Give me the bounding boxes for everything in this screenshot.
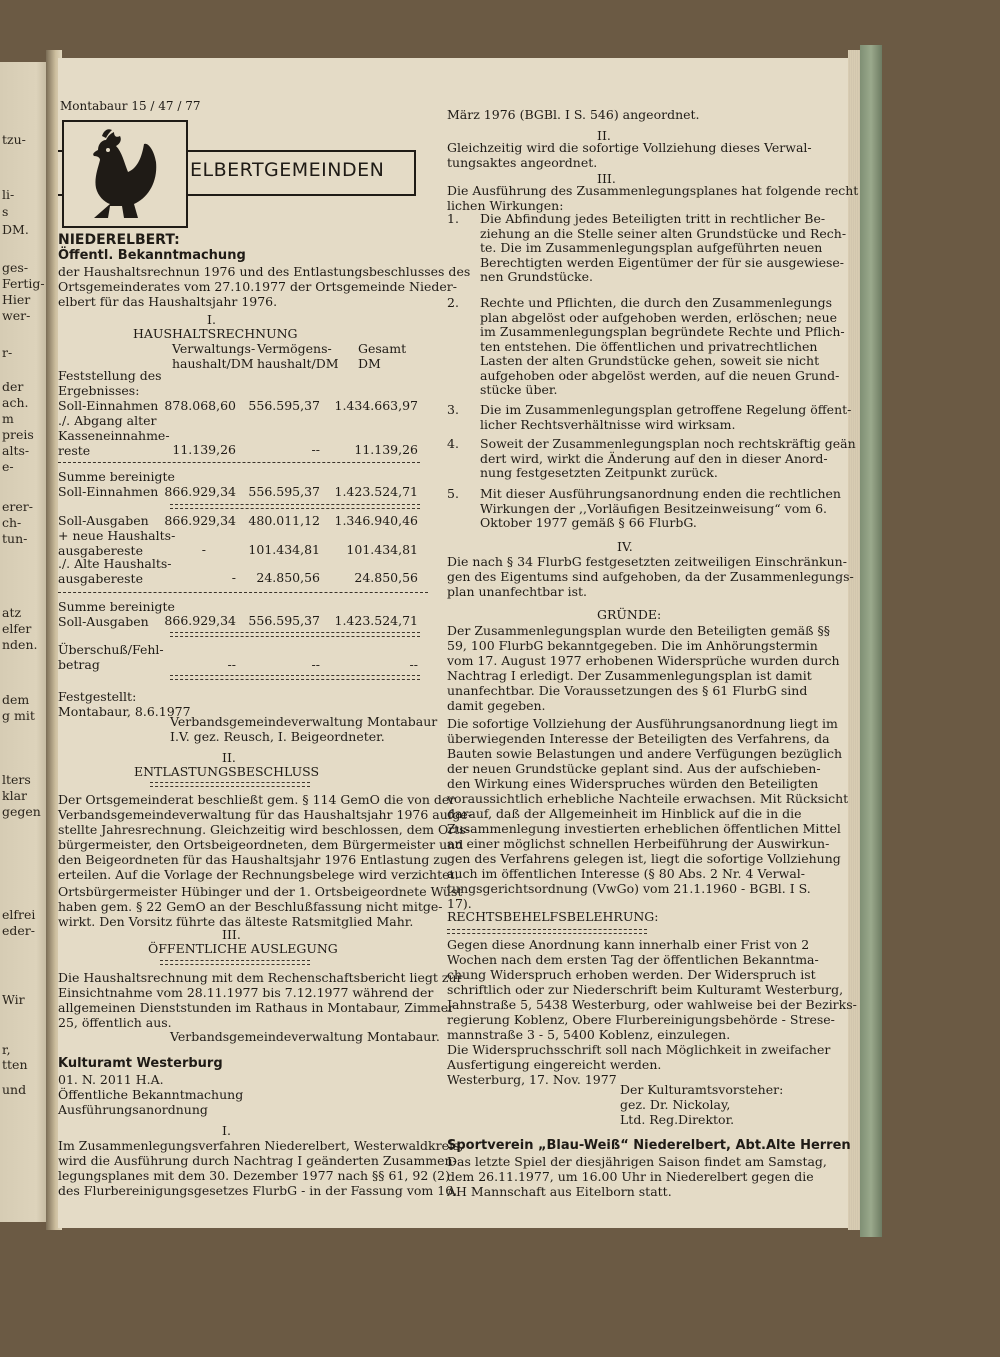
paragraph-line: an einer möglichst schnellen Herbeiführung der Auswirkun-: [447, 836, 830, 851]
list-item-line: nen Grundstücke.: [480, 269, 593, 284]
previous-page-fragment: ges-: [2, 260, 29, 275]
table-cell: 480.011,12: [248, 513, 320, 528]
table-row-label: + neue Haushalts-: [58, 528, 176, 543]
signature-line: Der Kulturamtsvorsteher:: [620, 1082, 784, 1097]
previous-page-fragment: klar: [2, 788, 27, 803]
paragraph-line: schriftlich oder zur Niederschrift beim Kulturamt Westerburg,: [447, 982, 844, 997]
paragraph-line: haben gem. § 22 GemO an der Beschlußfassung nicht mitge-: [58, 899, 443, 914]
table-row-label: reste: [58, 443, 91, 458]
list-item-line: Oktober 1977 gemäß § 66 FlurbG.: [480, 515, 697, 530]
paragraph-line: wird die Ausführung durch Nachtrag I geänderten Zusammen-: [58, 1153, 457, 1168]
table-cell: 1.434.663,97: [334, 398, 418, 413]
list-item-line: Mit dieser Ausführungsanordnung enden die rechtlichen: [480, 486, 841, 501]
table-cell: --: [227, 657, 236, 672]
table-row-label: Soll-Ausgaben: [58, 614, 149, 629]
previous-page-fragment: g mit: [2, 708, 35, 723]
paragraph-line: tungsaktes angeordnet.: [447, 155, 598, 170]
signature-line: Verbandsgemeindeverwaltung Montabaur: [170, 714, 438, 729]
table-row-label: Summe bereinigte: [58, 469, 175, 484]
list-item-line: te. Die im Zusammenlegungsplan aufgeführten neuen: [480, 240, 823, 255]
paragraph-line: Westerburg, 17. Nov. 1977: [447, 1072, 617, 1087]
table-cell: 1.346.940,46: [334, 513, 418, 528]
column-header: Vermögens-: [257, 341, 332, 356]
book-cover-edge: [860, 45, 882, 1237]
paragraph-line: darauf, daß der Allgemeinheit im Hinblick auf die in die: [447, 806, 802, 821]
previous-page-fragment: nden.: [2, 637, 38, 652]
list-item-line: Rechte und Pflichten, die durch den Zusammenlegungs: [480, 295, 833, 310]
kulturamt-line: 01. N. 2011 H.A.: [58, 1072, 164, 1087]
section-heading: GRÜNDE:: [597, 607, 662, 622]
notice-title: Öffentl. Bekanntmachung: [58, 248, 246, 263]
table-cell: 556.595,37: [248, 613, 320, 628]
paragraph-line: Der Ortsgemeinderat beschließt gem. § 114 GemO die von der: [58, 792, 456, 807]
previous-page-fragment: Hier: [2, 292, 31, 307]
table-cell: --: [311, 657, 320, 672]
list-item-line: plan abgelöst oder aufgehoben werden, erlöschen; neue: [480, 309, 838, 325]
table-cell: -: [201, 542, 206, 557]
previous-page-fragment: Fertig-: [2, 276, 45, 291]
previous-page-fragment: der: [2, 379, 24, 394]
list-number: 1.: [447, 211, 459, 226]
paragraph-line: Die nach § 34 FlurbG festgesetzten zeitweiligen Einschränkun-: [447, 554, 847, 569]
intro-line: Ortsgemeinderates vom 27.10.1977 der Ortsgemeinde Nieder-: [58, 279, 457, 294]
double-rule: [160, 960, 310, 965]
table-title: HAUSHALTSRECHNUNG: [133, 326, 298, 341]
paragraph-line: der neuen Grundstücke geplant sind. Aus der aufschieben-: [447, 761, 821, 776]
list-number: 4.: [447, 436, 459, 451]
paragraph-line: tungsgerichtsordnung (VwGo) vom 21.1.1960 - BGBl. I S.: [447, 881, 811, 896]
previous-page-fragment: elfrei: [2, 907, 36, 922]
list-item-line: Berechtigten werden Eigentümer der für sie ausgewiese-: [480, 254, 845, 270]
previous-page-fragment: dem: [2, 692, 30, 707]
paragraph-line: 17).: [447, 896, 472, 911]
kulturamt-line: Ausführungsanordnung: [58, 1102, 208, 1117]
paragraph-line: Einsichtnahme vom 28.11.1977 bis 7.12.1977 während der: [58, 985, 434, 1000]
previous-page-fragment: und: [2, 1082, 27, 1097]
paragraph-line: Gegen diese Anordnung kann innerhalb einer Frist von 2: [447, 937, 810, 952]
section-title: NIEDERELBERT:: [58, 232, 180, 248]
section-heading: ENTLASTUNGSBESCHLUSS: [134, 764, 320, 779]
table-cell: 866.929,34: [164, 613, 236, 628]
list-item-line: dert wird, wirkt die Änderung auf den in dieser Anord-: [480, 450, 828, 466]
previous-page-fragment: e-: [2, 459, 14, 474]
previous-page-fragment: alts-: [2, 443, 30, 458]
double-rule: [170, 675, 420, 680]
paragraph-line: Im Zusammenlegungsverfahren Niederelbert, Westerwaldkreis,: [58, 1138, 464, 1153]
table-cell: 1.423.524,71: [334, 484, 418, 499]
column-header: Gesamt: [358, 341, 407, 356]
paragraph-line: Jahnstraße 5, 5438 Westerburg, oder wahlweise bei der Bezirks-: [447, 997, 857, 1012]
table-cell: 878.068,60: [164, 398, 236, 413]
established-line: Festgestellt:: [58, 689, 137, 704]
signature-line: Verbandsgemeindeverwaltung Montabaur.: [170, 1029, 440, 1044]
table-row-label: Soll-Ausgaben: [58, 513, 149, 528]
paragraph-line: damit gegeben.: [447, 698, 546, 713]
column-header: Verwaltungs-: [172, 341, 256, 356]
paragraph-line: 59, 100 FlurbG bekanntgegeben. Die im Anhörungstermin: [447, 638, 818, 653]
roman-numeral: I.: [207, 312, 216, 327]
established-line: Montabaur, 8.6.1977: [58, 704, 191, 719]
previous-page-fragment: Wir: [2, 992, 25, 1007]
list-item-line: Die im Zusammenlegungsplan getroffene Regelung öffent-: [480, 402, 852, 417]
paragraph-line: mannstraße 3 - 5, 5400 Koblenz, einzulegen.: [447, 1027, 731, 1042]
table-cell: --: [311, 442, 320, 457]
table-row-label: Summe bereinigte: [58, 599, 175, 614]
table-row-label: ausgabereste: [58, 571, 143, 586]
previous-page-fragment: ach.: [2, 395, 29, 410]
list-item-line: ten entstehen. Die öffentlichen und privatrechtlichen: [480, 338, 818, 354]
paragraph-line: Ausfertigung eingereicht werden.: [447, 1057, 662, 1072]
section-heading: ÖFFENTLICHE AUSLEGUNG: [148, 941, 338, 956]
paragraph-line: gen des Eigentums sind aufgehoben, da der Zusammenlegungs-: [447, 569, 854, 584]
paragraph-line: bürgermeister, den Ortsbeigeordneten, dem Bürgermeister und: [58, 837, 464, 852]
list-number: 5.: [447, 486, 459, 501]
paragraph-line: Gleichzeitig wird die sofortige Vollziehung dieses Verwal-: [447, 140, 812, 155]
paragraph-line: Die Haushaltsrechnung mit dem Rechenschaftsbericht liegt zur: [58, 970, 463, 985]
roman-numeral: II.: [597, 128, 611, 143]
table-row-label: Feststellung des: [58, 368, 162, 383]
list-item-line: licher Rechtsverhältnisse wird wirksam.: [480, 416, 736, 432]
table-row-label: Soll-Einnahmen: [58, 398, 159, 413]
table-row-label: ./. Abgang alter: [58, 413, 157, 428]
table-row-label: Soll-Einnahmen: [58, 484, 159, 499]
paragraph-line: allgemeinen Dienststunden im Rathaus in Montabaur, Zimmer: [58, 1000, 455, 1015]
previous-page-fragment: tzu-: [2, 132, 26, 147]
previous-page-fragment: m: [2, 411, 14, 426]
column-header: haushalt/DM: [172, 356, 254, 371]
paragraph-line: stellte Jahresrechnung. Gleichzeitig wird beschlossen, dem Orts-: [58, 822, 470, 837]
intro-line: der Haushaltsrechnun 1976 und des Entlastungsbeschlusses des: [58, 264, 471, 279]
table-row-label: ./. Alte Haushalts-: [58, 556, 172, 571]
previous-page-fragment: atz: [2, 605, 22, 620]
single-rule: [58, 462, 420, 463]
table-row-label: Ergebnisses:: [58, 383, 140, 398]
previous-page-fragment: DM.: [2, 222, 29, 237]
previous-page-fragment: s: [2, 204, 9, 219]
paragraph-line: Bauten sowie Belastungen und andere Verfügungen bezüglich: [447, 746, 843, 761]
previous-page-fragment: gegen: [2, 804, 41, 819]
column-header: DM: [358, 356, 381, 371]
table-cell: -: [231, 570, 236, 585]
paragraph-line: lichen Wirkungen:: [447, 198, 564, 213]
paragraph-line: Die Widerspruchsschrift soll nach Möglichkeit in zweifacher: [447, 1042, 831, 1057]
paragraph-line: den Beigeordneten für das Haushaltsjahr 1976 Entlastung zu: [58, 852, 448, 867]
roman-numeral: III.: [597, 171, 616, 186]
table-cell: 556.595,37: [248, 398, 320, 413]
paragraph-line: Zusammenlegung investierten erheblichen öffentlichen Mittel: [447, 821, 841, 836]
paragraph-line: dem 26.11.1977, um 16.00 Uhr in Niederelbert gegen die: [447, 1169, 814, 1184]
table-cell: 24.850,56: [256, 570, 320, 585]
table-cell: 866.929,34: [164, 484, 236, 499]
paragraph-line: regierung Koblenz, Obere Flurbereinigungsbehörde - Strese-: [447, 1012, 835, 1027]
paragraph-line: AH Mannschaft aus Eitelborn statt.: [447, 1184, 672, 1199]
paragraph-line: den Wirkung eines Widerspruches würden den Beteiligten: [447, 776, 819, 791]
paragraph-line: gen des Verfahrens gelegen ist, liegt die sofortige Vollziehung: [447, 851, 841, 866]
roman-numeral: II.: [222, 750, 236, 765]
roman-numeral: I.: [222, 1123, 231, 1138]
paragraph-line: legungsplanes mit dem 30. Dezember 1977 nach §§ 61, 92 (2): [58, 1168, 450, 1183]
table-cell: 1.423.524,71: [334, 613, 418, 628]
paragraph-line: plan unanfechtbar ist.: [447, 584, 587, 599]
previous-page-fragment: tten: [2, 1057, 28, 1072]
paragraph-line: Das letzte Spiel der diesjährigen Saison findet am Samstag,: [447, 1154, 827, 1169]
single-rule: [58, 592, 428, 593]
previous-page-fragment: tun-: [2, 531, 28, 546]
previous-page-fragment: elfer: [2, 621, 32, 636]
paragraph-line: wirkt. Den Vorsitz führte das älteste Ratsmitglied Mahr.: [58, 914, 414, 929]
kulturamt-line: Öffentliche Bekanntmachung: [58, 1087, 244, 1102]
column-header: haushalt/DM: [257, 356, 339, 371]
paragraph-line: Der Zusammenlegungsplan wurde den Beteiligten gemäß §§: [447, 623, 831, 638]
list-number: 2.: [447, 295, 459, 310]
paragraph-line: unanfechtbar. Die Voraussetzungen des § 61 FlurbG sind: [447, 683, 808, 698]
kulturamt-title: Kulturamt Westerburg: [58, 1056, 223, 1071]
list-item-line: stücke über.: [480, 382, 558, 397]
paragraph-line: vom 17. August 1977 erhobenen Widersprüche wurden durch: [447, 653, 840, 668]
paragraph-line: Nachtrag I erledigt. Der Zusammenlegungsplan ist damit: [447, 668, 812, 683]
previous-page-fragment: r,: [2, 1042, 11, 1057]
double-rule: [447, 929, 647, 934]
double-rule: [150, 782, 310, 787]
list-item-line: Lasten der alten Grundstücke gehen, soweit sie nicht: [480, 353, 820, 368]
paragraph-line: voraussichtlich erhebliche Nachteile erwachsen. Mit Rücksicht: [447, 791, 849, 806]
roman-numeral: IV.: [617, 539, 633, 554]
list-item-line: Wirkungen der ,,Vorläufigen Besitzeinweisung“ vom 6.: [480, 500, 828, 516]
banner-title: ELBERTGEMEINDEN: [190, 159, 385, 181]
paragraph-line: 25, öffentlich aus.: [58, 1015, 172, 1030]
paragraph-line: Die sofortige Vollziehung der Ausführungsanordnung liegt im: [447, 716, 838, 731]
previous-page-fragment: ch-: [2, 515, 22, 530]
table-cell: 101.434,81: [346, 542, 418, 557]
previous-page-strip: [0, 62, 52, 1222]
paragraph-line: März 1976 (BGBl. I S. 546) angeordnet.: [447, 107, 700, 122]
intro-line: elbert für das Haushaltsjahr 1976.: [58, 294, 278, 309]
double-rule: [170, 632, 420, 637]
table-cell: --: [409, 657, 418, 672]
list-item-line: Die Abfindung jedes Beteiligten tritt in rechtlicher Be-: [480, 211, 826, 226]
table-row-label: Überschuß/Fehl-: [58, 642, 164, 657]
paragraph-line: überwiegenden Interesse der Beteiligten des Verfahrens, da: [447, 731, 830, 746]
paragraph-line: Wochen nach dem ersten Tag der öffentlichen Bekanntma-: [447, 952, 819, 967]
sportverein-title: Sportverein „Blau-Weiß“ Niederelbert, Abt.Alte Herren: [447, 1138, 851, 1153]
paragraph-line: des Flurbereinigungsgesetzes FlurbG - in der Fassung vom 16.: [58, 1183, 458, 1198]
paragraph-line: Ortsbürgermeister Hübinger und der 1. Ortsbeigeordnete Wüst: [58, 884, 463, 899]
table-row-label: betrag: [58, 657, 100, 672]
list-item-line: Soweit der Zusammenlegungsplan noch rechtskräftig geän: [480, 436, 856, 451]
previous-page-fragment: lters: [2, 772, 31, 787]
table-cell: 101.434,81: [248, 542, 320, 557]
list-number: 3.: [447, 402, 459, 417]
paragraph-line: auch im öffentlichen Interesse (§ 80 Abs. 2 Nr. 4 Verwal-: [447, 866, 806, 881]
table-row-label: Kasseneinnahme-: [58, 428, 170, 443]
previous-page-fragment: li-: [2, 187, 15, 202]
table-row-label: ausgabereste: [58, 543, 143, 558]
signature-line: I.V. gez. Reusch, I. Beigeordneter.: [170, 729, 385, 744]
list-item-line: im Zusammenlegungsplan begründete Rechte und Pflich-: [480, 324, 845, 339]
list-item-line: nung festgesetzten Zeitpunkt zurück.: [480, 465, 718, 480]
table-cell: 866.929,34: [164, 513, 236, 528]
paragraph-line: Verbandsgemeindeverwaltung für das Haushaltsjahr 1976 aufge-: [58, 807, 473, 822]
previous-page-fragment: r-: [2, 345, 13, 360]
list-item-line: aufgehoben oder abgelöst werden, auf die neuen Grund-: [480, 367, 840, 383]
rooster-icon: [64, 122, 186, 226]
page-reference: Montabaur 15 / 47 / 77: [60, 99, 201, 113]
previous-page-fragment: wer-: [2, 308, 31, 323]
table-cell: 11.139,26: [354, 442, 418, 457]
previous-page-fragment: erer-: [2, 499, 33, 514]
previous-page-fragment: preis: [2, 427, 34, 442]
table-cell: 556.595,37: [248, 484, 320, 499]
list-item-line: ziehung an die Stelle seiner alten Grundstücke und Rech-: [480, 225, 847, 241]
paragraph-line: Die Ausführung des Zusammenlegungsplanes hat folgende recht: [447, 183, 859, 198]
table-cell: 11.139,26: [172, 442, 236, 457]
signature-line: gez. Dr. Nickolay,: [620, 1097, 731, 1112]
previous-page-fragment: eder-: [2, 923, 35, 938]
logo-frame: [62, 120, 188, 228]
section-heading: RECHTSBEHELFSBELEHRUNG:: [447, 909, 659, 924]
roman-numeral: III.: [222, 927, 241, 942]
double-rule: [170, 504, 420, 509]
signature-line: Ltd. Reg.Direktor.: [620, 1112, 735, 1127]
paragraph-line: chung Widerspruch erhoben werden. Der Widerspruch ist: [447, 967, 816, 982]
table-cell: 24.850,56: [354, 570, 418, 585]
paragraph-line: erteilen. Auf die Vorlage der Rechnungsbelege wird verzichtet.: [58, 867, 459, 882]
